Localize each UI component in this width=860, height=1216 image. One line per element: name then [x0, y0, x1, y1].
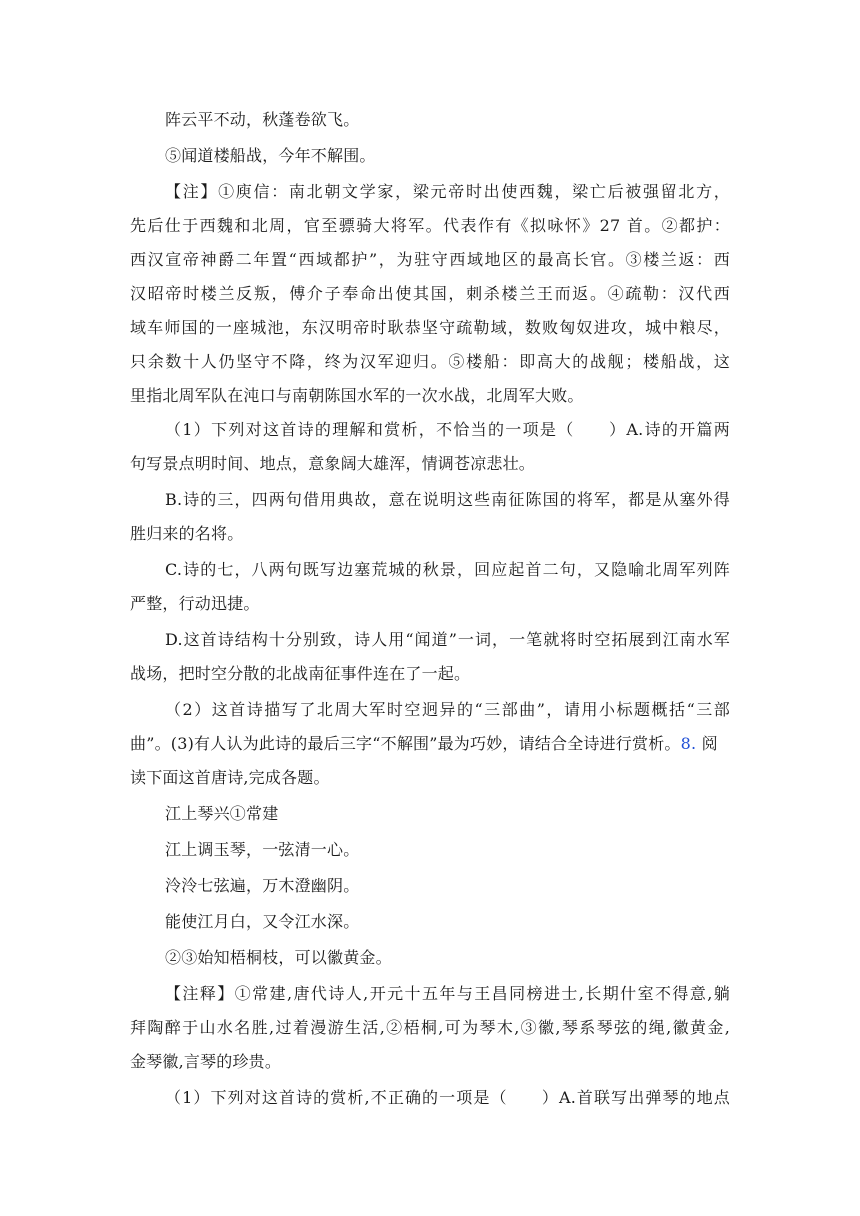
question-text: 阅: [696, 734, 718, 753]
note-line: 先后仕于西魏和北周，官至骠骑大将军。代表作有《拟咏怀》27 首。②都护：: [130, 216, 730, 235]
question-line: （1）下列对这首诗的赏析,不正确的一项是（ ）A.首联写出弹琴的地点: [165, 1088, 730, 1107]
note-line: 拜陶醉于山水名胜,过着漫游生活,②梧桐,可为琴木,③徽,琴系琴弦的绳,徽黄金,: [130, 1018, 730, 1037]
question-text: 曲”。(3)有人认为此诗的最后三字“不解围”最为巧妙，请结合全诗进行赏析。: [130, 734, 681, 753]
option-b-cont: 胜归来的名将。: [130, 524, 244, 543]
note-line: 只余数十人仍坚守不降，终为汉军迎归。⑤楼船：即高大的战舰；楼船战，这: [130, 352, 730, 371]
note-line: 汉昭帝时楼兰反叛，傅介子奉命出使其国，刺杀楼兰王而返。④疏勒：汉代西: [130, 284, 730, 303]
question-line: （1）下列对这首诗的理解和赏析，不恰当的一项是（ ）A.诗的开篇两: [165, 420, 730, 439]
poem-line: 江上调玉琴，一弦清一心。: [165, 840, 360, 859]
note-line: 西汉宣帝神爵二年置“西域都护”，为驻守西域地区的最高长官。③楼兰返：西: [130, 250, 730, 269]
option-c-cont: 严整，行动迅捷。: [130, 594, 260, 613]
poem-line: ⑤闻道楼船战，今年不解围。: [165, 146, 376, 165]
poem-title: 江上琴兴①常建: [165, 804, 279, 823]
question-line: [130, 734, 730, 754]
note-line: 域车师国的一座城池，东汉明帝时耿恭坚守疏勒域，数败匈奴进攻，城中粮尽，: [130, 318, 730, 337]
instruction-line: 读下面这首唐诗,完成各题。: [130, 768, 330, 787]
poem-line: 阵云平不动，秋蓬卷欲飞。: [165, 110, 360, 129]
option-d-cont: 战场，把时空分散的北战南征事件连在了一起。: [130, 664, 471, 683]
note-line: 【注释】①常建,唐代诗人,开元十五年与王昌同榜进士,长期什室不得意,躺: [165, 984, 730, 1003]
poem-line: ②③始知梧桐枝，可以徽黄金。: [165, 948, 392, 967]
note-line: 金琴徽,言琴的珍贵。: [130, 1052, 282, 1071]
option-b: B.诗的三，四两句借用典故，意在说明这些南征陈国的将军，都是从塞外得: [165, 490, 730, 509]
poem-line: 泠泠七弦遍，万木澄幽阴。: [165, 876, 360, 895]
question-number: 8.: [680, 734, 697, 753]
option-d: D.这首诗结构十分别致，诗人用“闻道”一词，一笔就将时空拓展到江南水军: [165, 630, 730, 649]
poem-line: 能使江月白，又令江水深。: [165, 912, 360, 931]
note-line: 里指北周军队在沌口与南朝陈国水军的一次水战，北周军大败。: [130, 386, 584, 405]
option-c: C.诗的七，八两句既写边塞荒城的秋景，回应起首二句，又隐喻北周军列阵: [165, 560, 730, 579]
note-line: 【注】①庾信：南北朝文学家，梁元帝时出使西魏，梁亡后被强留北方，: [165, 182, 730, 201]
question-line: 句写景点明时间、地点，意象阔大雄浑，情调苍凉悲壮。: [130, 454, 536, 473]
question-line: （2）这首诗描写了北周大军时空迥异的“三部曲”，请用小标题概括“三部: [165, 700, 730, 719]
